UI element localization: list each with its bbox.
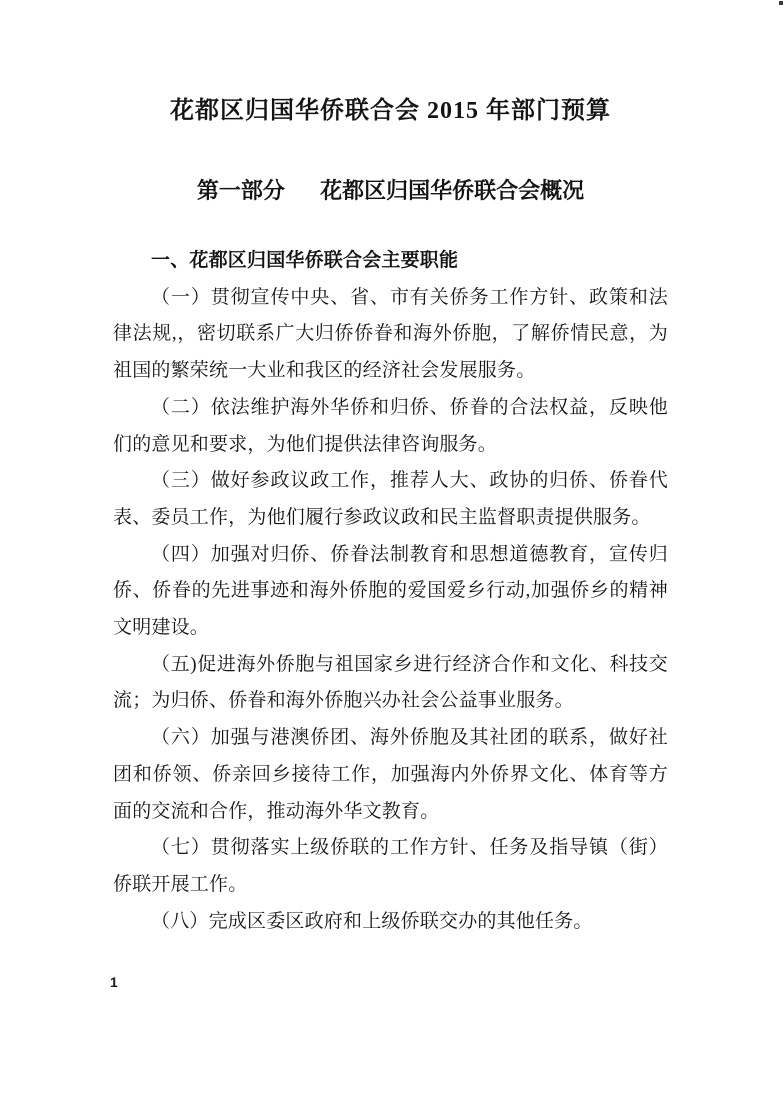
body-paragraph: （四）加强对归侨、侨眷法制教育和思想道德教育，宣传归侨、侨眷的先进事迹和海外侨胞的爱国爱乡行动,加强侨乡的精神文明建设。 [113,543,668,639]
document-title: 花都区归国华侨联合会 2015 年部门预算 [170,98,611,124]
body-paragraph: （三）做好参政议政工作，推荐人大、政协的归侨、侨眷代表、委员工作，为他们履行参政议政和民主监督职责提供服务。 [113,470,668,528]
body-paragraphs [113,280,668,941]
scan-artifact-speck [779,1,783,5]
body-paragraph: （二）依法维护海外华侨和归侨、侨眷的合法权益，反映他们的意见和要求，为他们提供法律咨询服务。 [113,396,668,455]
body-paragraph: （一）贯彻宣传中央、省、市有关侨务工作方针、政策和法律法规,，密切联系广大归侨侨眷和海外侨胞，了解侨情民意，为祖国的繁荣统一大业和我区的经济社会发展服务。 [113,286,668,382]
section-part-label: 第一部分 [196,178,285,203]
page-number: 1 [110,974,118,990]
body-paragraph: （八）完成区委区政府和上级侨联交办的其他任务。 [151,910,593,932]
section-heading [113,177,668,205]
body-paragraph: （六）加强与港澳侨团、海外侨胞及其社团的联系，做好社团和侨领、侨亲回乡接待工作，加强海内外侨界文化、体育等方面的交流和合作，推动海外华文教育。 [113,727,668,822]
body-heading: 一、花都区归国华侨联合会主要职能 [151,250,459,271]
document-body [113,243,668,940]
section-title: 花都区归国华侨联合会概况 [320,178,585,203]
body-paragraph: （七）贯彻落实上级侨联的工作方针、任务及指导镇（街）侨联开展工作。 [113,837,668,895]
body-paragraph: （五)促进海外侨胞与祖国家乡进行经济合作和文化、科技交流；为归侨、侨眷和海外侨胞兴办社会公益事业服务。 [113,653,668,712]
